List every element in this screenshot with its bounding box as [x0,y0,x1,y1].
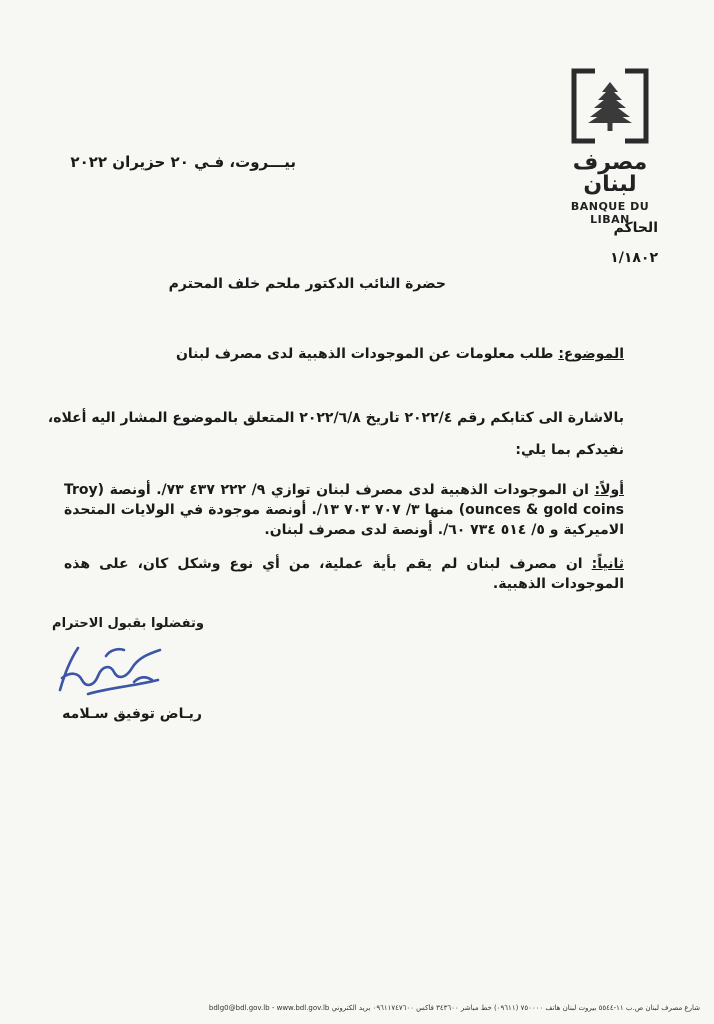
item-first [64,480,624,540]
signatory-name: ريـاض توفيق سـلامه [62,706,202,722]
addressee: حضرة النائب الدكتور ملحم خلف المحترم [168,276,446,292]
letter-date: بيـــروت، فـي ٢٠ حزيران ٢٠٢٢ [70,153,296,171]
subject-label: الموضوع: [558,346,624,362]
item-second-text: ان مصرف لبنان لم يقم بأية عملية، من أي نوع وشكل كان، على هذه الموجودات الذهبية. [64,556,624,592]
cedar-logo-icon [571,68,649,144]
subject-text: طلب معلومات عن الموجودات الذهبية لدى مصرف لبنان [175,346,559,362]
sender-title: الحاكم [613,220,658,236]
handwritten-signature [48,636,168,702]
closing-line: وتفضلوا بقبول الاحترام [52,616,204,631]
letterhead-footer: شارع مصرف لبنان ص.ب ١١-٥٥٤٤ بيروت لبنان هاتف ٧٥٠٠٠٠ (٠٩٦١١) خط مباشر ٣٤٣٦٠٠ فاكس ٠٩٦١١٧٤٧٦٠٠ بريد الكتروني bdlg0@bdl.gov.lb - www.bdl.gov.lb [208,1004,700,1012]
item-second [64,554,624,594]
subject-line [176,346,624,362]
item-first-text: ان الموجودات الذهبية لدى مصرف لبنان توازي ٩/ ٢٢٢ ٤٣٧ ٧٣/. أونصة (Troy ounces & gold coins) منها ٣/ ٧٠٧ ٧٠٣ ١٣/. أونصة موجودة في الولايات المتحدة الاميركية و ٥/ ٥١٤ ٧٣٤ ٦٠/. أونصة لدى مصرف لبنان. [64,482,625,538]
item-first-label: أولاً: [594,482,625,498]
logo-french-name: BANQUE DU LIBAN [570,200,650,226]
inform-line: نفيدكم بما يلي: [515,442,624,458]
bank-logo [550,68,670,226]
item-second-label: ثانياً: [591,556,624,572]
reference-paragraph: بالاشارة الى كتابكم رقم ٢٠٢٢/٤ تاريخ ٢٠٢٢/٦/٨ المتعلق بالموضوع المشار اليه أعلاه، [47,410,624,426]
logo-arabic-name: مصرف لبنان [572,150,648,197]
reference-number: ١/١٨٠٢ [610,250,658,266]
